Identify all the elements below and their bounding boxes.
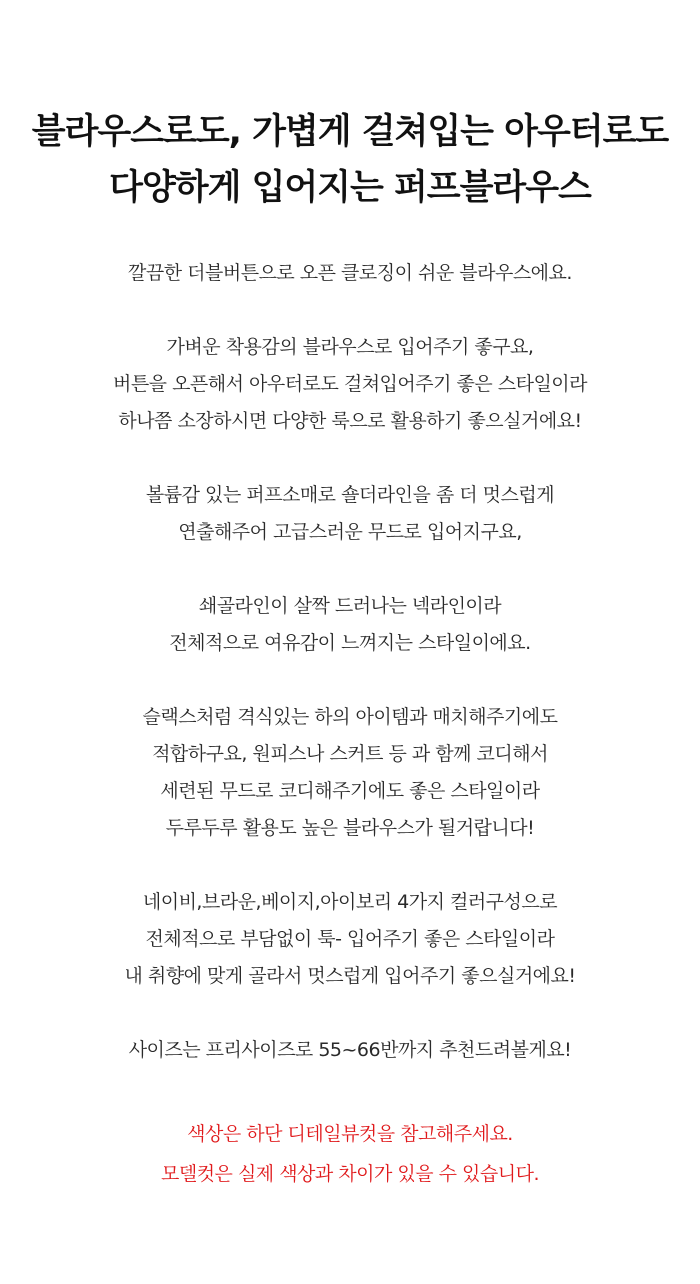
- paragraph-line: 두루두루 활용도 높은 블라우스가 될거랍니다!: [165, 817, 535, 839]
- paragraph-line: 쇄골라인이 살짝 드러나는 넥라인이라: [198, 595, 502, 617]
- model-cut-notice: 모델컷은 실제 색상과 차이가 있을 수 있습니다.: [160, 1163, 539, 1185]
- paragraph-line: 내 취향에 맞게 골라서 멋스럽게 입어주기 좋으실거에요!: [124, 965, 576, 987]
- paragraph-line: 슬랙스처럼 격식있는 하의 아이템과 매치해주기에도: [142, 706, 558, 728]
- paragraph-line: 사이즈는 프리사이즈로 55~66반까지 추천드려볼게요!: [128, 1039, 572, 1061]
- paragraph-line: 전체적으로 여유감이 느껴지는 스타일이에요.: [169, 632, 531, 654]
- paragraph-line: 볼륨감 있는 퍼프소매로 숄더라인을 좀 더 멋스럽게: [145, 484, 555, 506]
- paragraph-line: 가벼운 착용감의 블라우스로 입어주기 좋구요,: [166, 336, 534, 358]
- paragraph-line: 전체적으로 부담없이 툭- 입어주기 좋은 스타일이라: [145, 928, 555, 950]
- paragraph-line: 세련된 무드로 코디해주기에도 좋은 스타일이라: [160, 780, 540, 802]
- paragraph-line: 네이비,브라운,베이지,아이보리 4가지 컬러구성으로: [142, 891, 558, 913]
- headline-line-1: 블라우스로도, 가볍게 걸쳐입는 아우터로도: [31, 112, 669, 152]
- paragraph-line: 적합하구요, 원피스나 스커트 등 과 함께 코디해서: [152, 743, 548, 765]
- paragraph-line: 깔끔한 더블버튼으로 오픈 클로징이 쉬운 블라우스에요.: [128, 262, 572, 284]
- color-notice: 색상은 하단 디테일뷰컷을 참고해주세요.: [187, 1123, 513, 1145]
- paragraph-line: 하나쯤 소장하시면 다양한 룩으로 활용하기 좋으실거에요!: [118, 410, 582, 432]
- paragraph-line: 버튼을 오픈해서 아우터로도 걸쳐입어주기 좋은 스타일이라: [112, 373, 588, 395]
- headline-line-2: 다양하게 입어지는 퍼프블라우스: [109, 168, 591, 208]
- paragraph-line: 연출해주어 고급스러운 무드로 입어지구요,: [178, 521, 522, 543]
